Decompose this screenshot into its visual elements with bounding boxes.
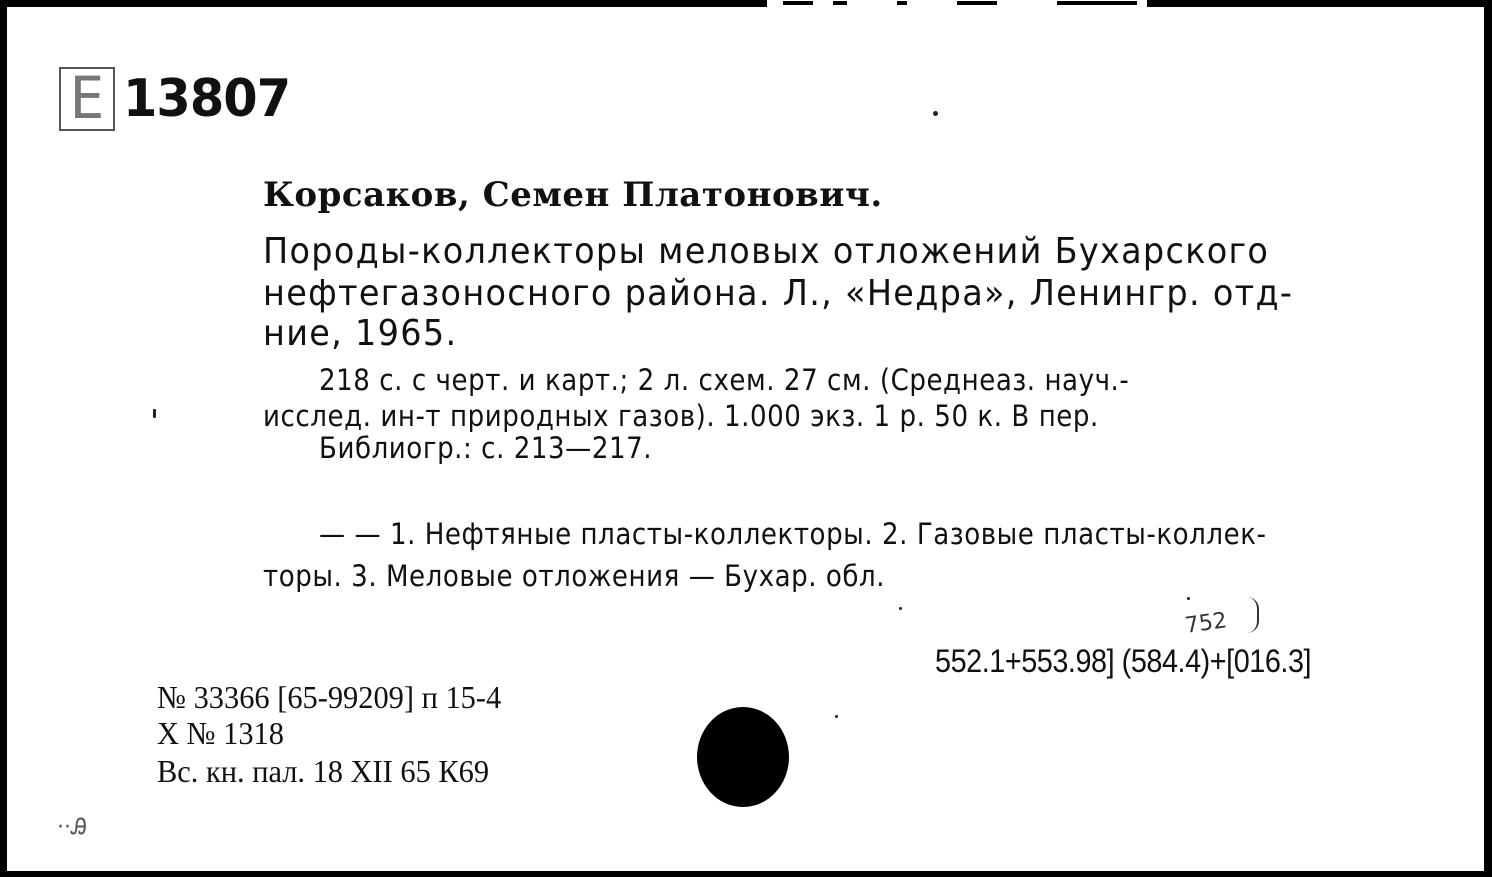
top-edge-mark bbox=[897, 1, 907, 5]
title-line-1: Породы-коллекторы меловых отложений Бухарского bbox=[263, 231, 1270, 272]
subject-line-1: — — 1. Нефтяные пласты-коллекторы. 2. Газовые пласты-коллек- bbox=[319, 517, 1267, 551]
call-number bbox=[59, 64, 299, 132]
author-heading: Корсаков, Семен Платонович. bbox=[263, 175, 883, 215]
top-edge-mark bbox=[957, 1, 997, 5]
call-number-letter: Е bbox=[59, 67, 115, 131]
punch-hole bbox=[697, 707, 789, 807]
print-speck bbox=[899, 607, 902, 610]
bibliography-note: Библиогр.: с. 213—217. bbox=[319, 431, 653, 465]
print-speck bbox=[1187, 597, 1190, 600]
top-edge-mark bbox=[833, 1, 847, 5]
print-speck bbox=[835, 715, 838, 718]
inventory-line-1: № 33366 [65-99209] п 15-4 bbox=[157, 679, 502, 715]
top-edge-mark bbox=[783, 1, 813, 5]
inventory-line-3: Вс. кн. пал. 18 XII 65 К69 bbox=[157, 753, 490, 789]
print-speck bbox=[933, 111, 938, 116]
handwritten-note: 752 bbox=[1183, 608, 1229, 639]
handwritten-bracket bbox=[1243, 597, 1259, 633]
classification-index: 552.1+553.98] (584.4)+[016.3] bbox=[935, 643, 1312, 679]
collation-line-2: исслед. ин-т природных газов). 1.000 экз. 1 р. 50 к. В пер. bbox=[263, 399, 1099, 433]
title-line-2: нефтегазоносного района. Л., «Недра», Ленингр. отд- bbox=[263, 273, 1294, 314]
title-line-3: ние, 1965. bbox=[263, 313, 458, 354]
margin-scribble: ··Ꭿ bbox=[57, 815, 87, 840]
call-number-digits: 13807 bbox=[123, 69, 291, 129]
collation-line-1: 218 с. с черт. и карт.; 2 л. схем. 27 см. (Среднеаз. науч.- bbox=[319, 363, 1130, 397]
inventory-line-2: Х № 1318 bbox=[157, 715, 284, 751]
subject-line-2: торы. 3. Меловые отложения — Бухар. обл. bbox=[263, 559, 886, 593]
print-speck bbox=[153, 409, 156, 418]
top-edge-mark bbox=[1057, 1, 1137, 5]
